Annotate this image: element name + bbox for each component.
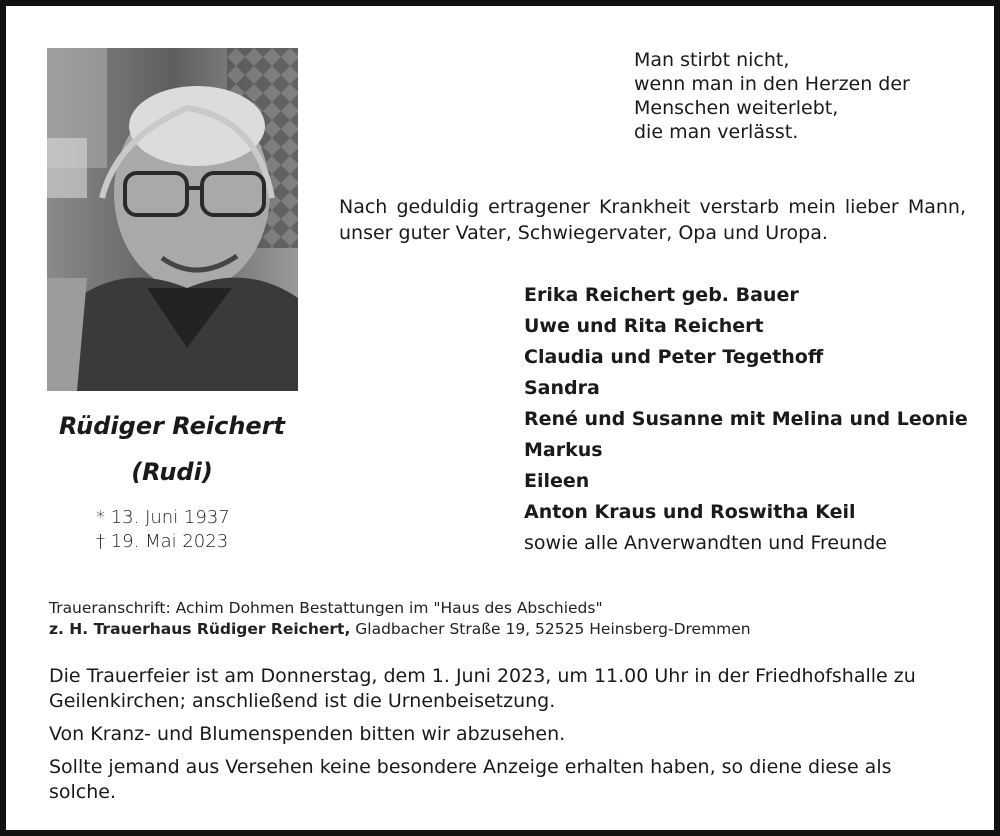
mourner-name: Eileen xyxy=(524,470,590,492)
birth-date: * 13. Juni 1937 xyxy=(96,507,230,528)
mourner-name: René und Susanne mit Melina und Leonie xyxy=(524,408,968,430)
address-street: Gladbacher Straße 19, 52525 Heinsberg-Dremmen xyxy=(350,620,751,638)
mourners-closing: sowie alle Anverwandten und Freunde xyxy=(524,532,887,554)
poem-line: Man stirbt nicht, xyxy=(634,49,790,71)
portrait-photo xyxy=(47,48,298,391)
announcement-text: Nach geduldig ertragener Krankheit verstarb mein lieber Mann, unser guter Vater, Schwiegervater, Opa und Uropa. xyxy=(339,196,966,244)
mourner-name: Erika Reichert geb. Bauer xyxy=(524,284,799,306)
deceased-name: Rüdiger Reichert xyxy=(59,412,285,440)
death-announcement xyxy=(339,194,966,246)
mourners-list xyxy=(524,280,968,559)
poem-line: die man verlässt. xyxy=(634,121,799,143)
death-date: † 19. Mai 2023 xyxy=(96,531,229,552)
mourner-name: Markus xyxy=(524,439,603,461)
life-dates xyxy=(96,506,230,554)
poem-line: wenn man in den Herzen der xyxy=(634,73,910,95)
flowers-notice: Von Kranz- und Blumenspenden bitten wir abzusehen. xyxy=(49,723,566,745)
deceased-nickname: (Rudi) xyxy=(131,458,213,486)
memorial-poem xyxy=(634,48,910,144)
funeral-notices xyxy=(49,664,964,813)
poem-line: Menschen weiterlebt, xyxy=(634,97,839,119)
mourner-name: Uwe und Rita Reichert xyxy=(524,315,764,337)
address-line-1: Traueranschrift: Achim Dohmen Bestattungen im "Haus des Abschieds" xyxy=(49,599,603,617)
mourner-name: Claudia und Peter Tegethoff xyxy=(524,346,824,368)
address-recipient: z. H. Trauerhaus Rüdiger Reichert, xyxy=(49,620,351,638)
address-line-2 xyxy=(49,619,751,640)
mourner-name: Sandra xyxy=(524,377,600,399)
mourning-address xyxy=(49,598,751,640)
notification-notice: Sollte jemand aus Versehen keine besondere Anzeige erhalten haben, so diene diese als solche. xyxy=(49,756,892,803)
portrait-illustration xyxy=(47,48,298,391)
mourner-name: Anton Kraus und Roswitha Keil xyxy=(524,501,856,523)
service-notice: Die Trauerfeier ist am Donnerstag, dem 1. Juni 2023, um 11.00 Uhr in der Friedhofshalle zu Geilenkirchen; anschließend ist die Urnenbeisetzung. xyxy=(49,665,916,712)
